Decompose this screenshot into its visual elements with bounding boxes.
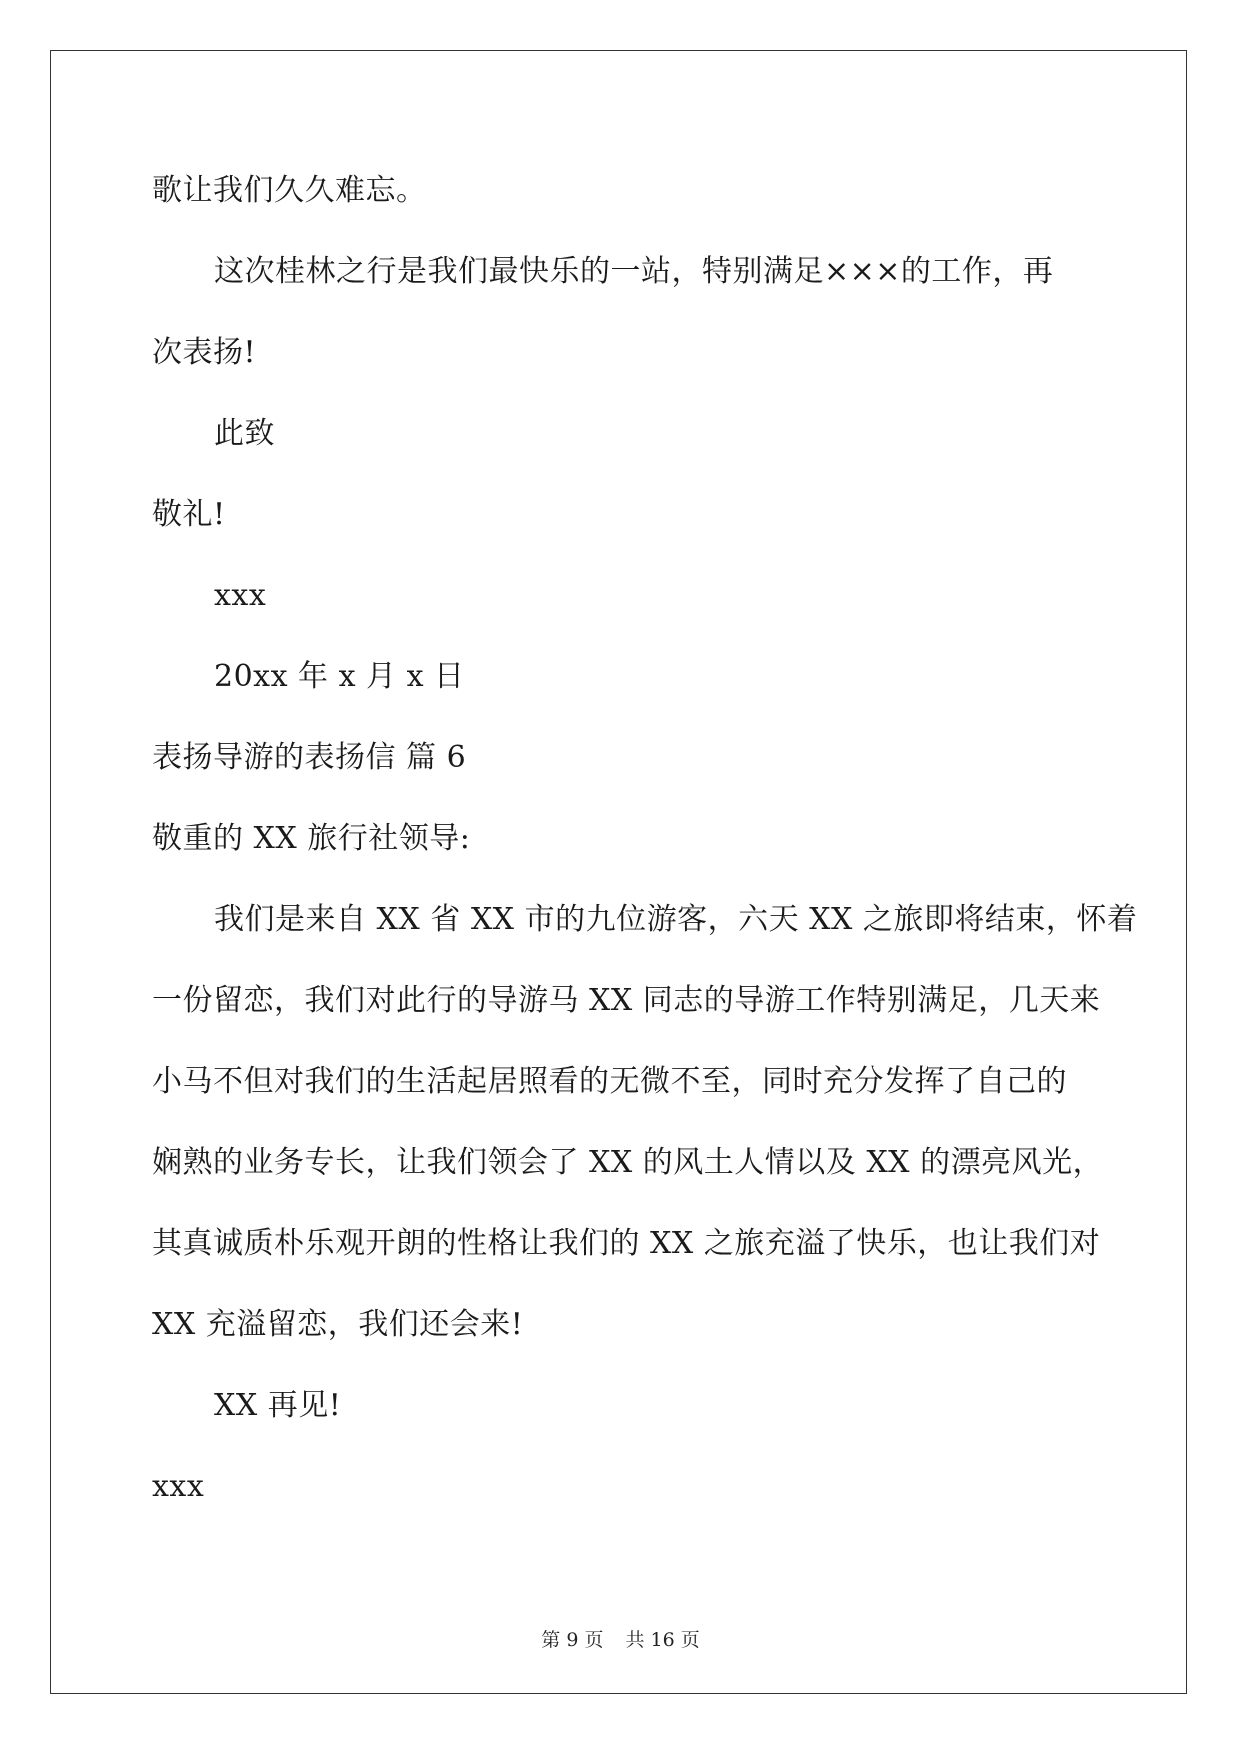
farewell-line: XX 再见! xyxy=(214,1388,342,1423)
page-total: 共 16 页 xyxy=(625,1629,700,1651)
signature: xxx xyxy=(214,578,267,613)
page-footer xyxy=(0,1627,1241,1653)
page-border xyxy=(50,50,1187,1694)
text-line-2: 这次桂林之行是我们最快乐的一站，特别满足×××的工作，再 xyxy=(214,254,1054,289)
page-number: 第 9 页 xyxy=(541,1629,604,1651)
letter-greeting: 敬重的 XX 旅行社领导: xyxy=(152,821,471,856)
body-line-4: 娴熟的业务专长，让我们领会了 XX 的风土人情以及 XX 的漂亮风光， xyxy=(152,1145,1104,1180)
body-line-5: 其真诚质朴乐观开朗的性格让我们的 XX 之旅充溢了快乐，也让我们对 xyxy=(152,1226,1101,1261)
closing-signature: xxx xyxy=(152,1469,205,1504)
salutation-jingli: 敬礼! xyxy=(152,497,226,532)
body-line-3: 小马不但对我们的生活起居照看的无微不至，同时充分发挥了自己的 xyxy=(152,1064,1067,1099)
body-line-6: XX 充溢留恋，我们还会来! xyxy=(152,1307,524,1342)
body-line-1: 我们是来自 XX 省 XX 市的九位游客，六天 XX 之旅即将结束，怀着 xyxy=(214,902,1138,937)
body-line-2: 一份留恋，我们对此行的导游马 XX 同志的导游工作特别满足，几天来 xyxy=(152,983,1101,1018)
text-line-3: 次表扬! xyxy=(152,335,257,370)
date-line: 20xx 年 x 月 x 日 xyxy=(214,659,465,694)
section-heading: 表扬导游的表扬信 篇 6 xyxy=(152,740,467,775)
salutation-cizhi: 此致 xyxy=(214,416,275,451)
text-line-1: 歌让我们久久难忘。 xyxy=(152,173,427,208)
